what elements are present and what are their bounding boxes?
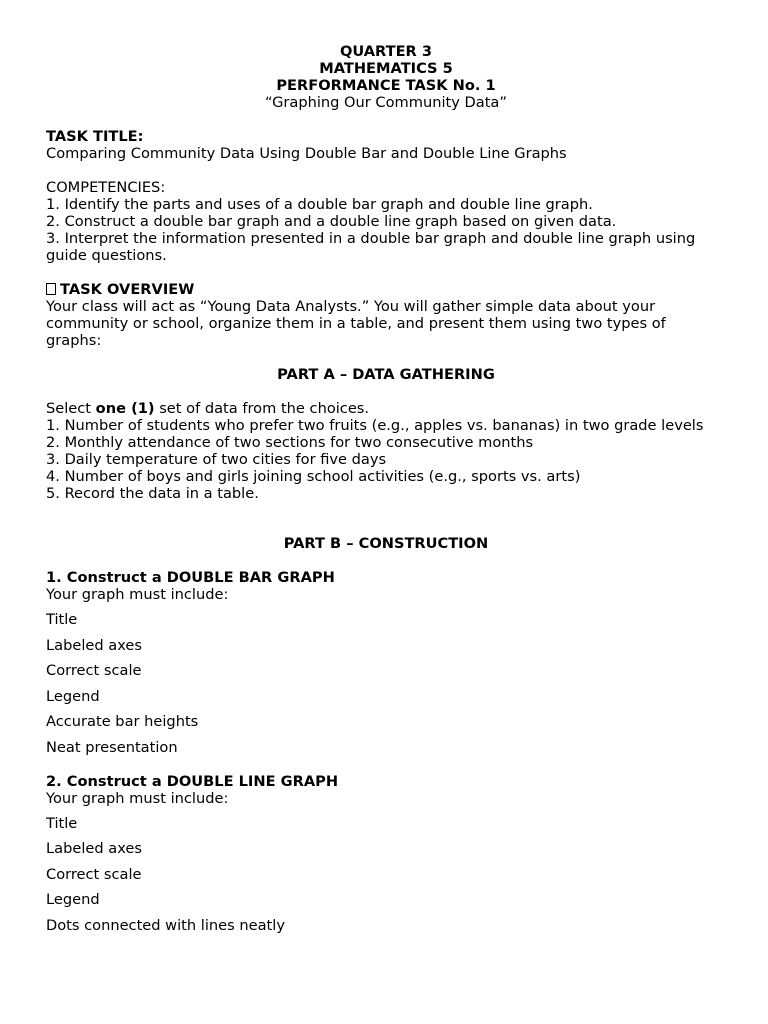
task-subtitle: “Graphing Our Community Data”	[265, 94, 507, 111]
part-a-intro-pre: Select	[46, 400, 96, 417]
data-choice-item: 4. Number of boys and girls joining school activities (e.g., sports vs. arts)	[46, 468, 581, 485]
part-a-intro	[46, 400, 726, 417]
bar-requirement-item: Title	[46, 611, 78, 628]
data-choice-item: 2. Monthly attendance of two sections for two consecutive months	[46, 434, 534, 451]
bar-requirement-item: Correct scale	[46, 662, 142, 680]
bar-requirement-item: Accurate bar heights	[46, 713, 199, 731]
competency-item: 1. Identify the parts and uses of a double bar graph and double line graph.	[46, 196, 593, 213]
part-a-intro-post: set of data from the choices.	[154, 400, 370, 417]
part-a-heading: PART A – DATA GATHERING	[277, 366, 495, 383]
competency-item: 3. Interpret the information presented in a double bar graph and double line graph using guide questions.	[46, 230, 696, 264]
line-requirement-item: Correct scale	[46, 865, 142, 883]
task-overview-text: Your class will act as “Young Data Analysts.” You will gather simple data about your community or school, organize them in a table, and present them using two types of graphs:	[46, 298, 666, 349]
line-requirement-item: Title	[46, 814, 78, 832]
part-a-intro-bold: one (1)	[95, 400, 155, 417]
task-title-label: TASK TITLE:	[46, 128, 144, 145]
task-overview-label: TASK OVERVIEW	[60, 281, 195, 298]
bar-requirement-item: Labeled axes	[46, 636, 142, 654]
competencies-label: COMPETENCIES:	[46, 179, 166, 196]
task-number-heading: PERFORMANCE TASK No. 1	[276, 77, 496, 94]
data-choice-item: 5. Record the data in a table.	[46, 485, 259, 502]
line-requirement-item: Dots connected with lines neatly	[46, 916, 285, 934]
data-choice-item: 3. Daily temperature of two cities for five days	[46, 451, 387, 468]
task-title-text: Comparing Community Data Using Double Bar and Double Line Graphs	[46, 145, 567, 162]
line-requirement-item: Legend	[46, 891, 100, 909]
bar-requirement-item: Legend	[46, 687, 100, 705]
line-requirement-item: Labeled axes	[46, 840, 142, 858]
task-overview-heading	[46, 281, 726, 298]
double-bar-graph-title: 1. Construct a DOUBLE BAR GRAPH	[46, 569, 335, 586]
subject-heading: MATHEMATICS 5	[319, 60, 453, 77]
data-choice-item: 1. Number of students who prefer two fruits (e.g., apples vs. bananas) in two grade levels	[46, 417, 704, 434]
double-line-graph-intro: Your graph must include:	[46, 789, 229, 807]
quarter-heading: QUARTER 3	[339, 43, 433, 60]
double-bar-graph-intro: Your graph must include:	[46, 586, 229, 603]
part-b-heading: PART B – CONSTRUCTION	[283, 535, 489, 552]
missing-glyph-icon	[46, 283, 56, 295]
bar-requirement-item: Neat presentation	[46, 738, 178, 756]
document-page	[46, 43, 726, 943]
competency-item: 2. Construct a double bar graph and a double line graph based on given data.	[46, 213, 617, 230]
double-line-graph-title: 2. Construct a DOUBLE LINE GRAPH	[46, 772, 339, 790]
